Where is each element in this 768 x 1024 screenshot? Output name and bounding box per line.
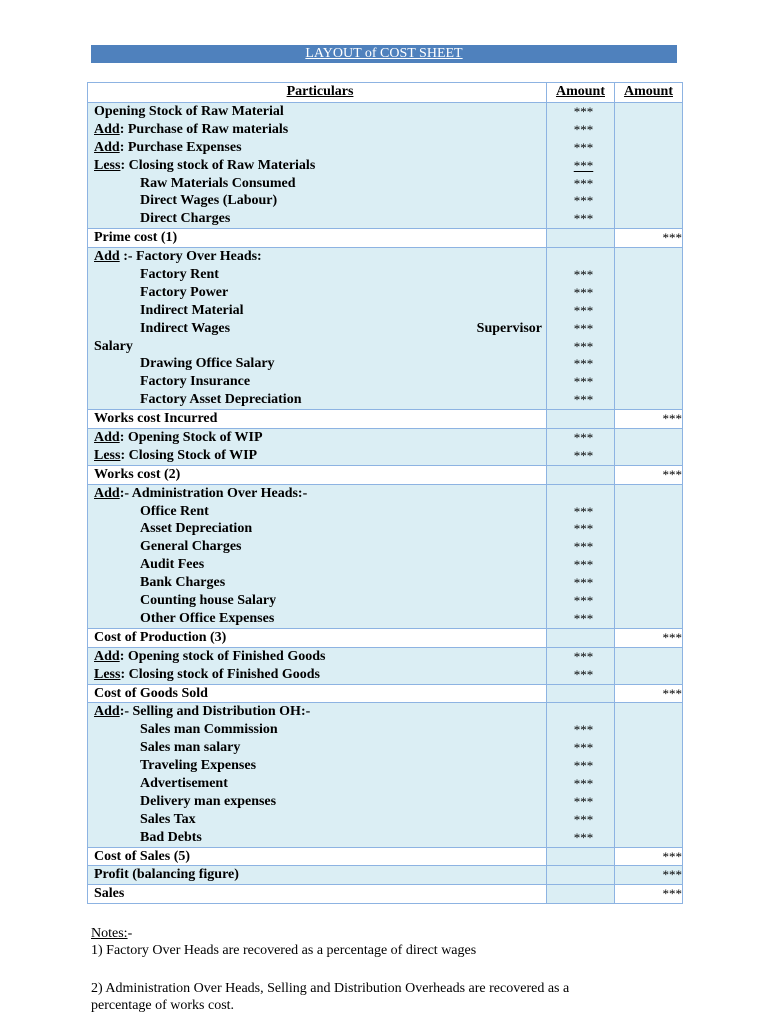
line-item: [94, 103, 546, 121]
line-label: [140, 611, 274, 626]
line-item: [94, 666, 546, 684]
amount-2-cell: [615, 429, 683, 466]
line-label: [140, 722, 278, 737]
amount-value: [553, 429, 614, 447]
page-title: [91, 45, 677, 63]
final-amount-1-cell: [547, 885, 615, 904]
line-text: Sales man salary: [140, 740, 241, 756]
line-label: [94, 339, 133, 354]
line-text: : Closing Stock of WIP: [120, 447, 258, 463]
total-amount: ***: [662, 848, 682, 864]
line-label: [140, 285, 228, 300]
amount-value: [553, 610, 614, 628]
section-row: [88, 703, 683, 847]
line-text: Drawing Office Salary: [140, 356, 275, 372]
line-label: [140, 303, 244, 318]
amount-value: [553, 703, 614, 721]
amount-value: [553, 302, 614, 320]
total-amount: ***: [662, 411, 682, 427]
total-amount: ***: [662, 629, 682, 645]
final-label: Profit (balancing figure): [94, 867, 239, 883]
line-label: [140, 539, 241, 554]
total-amount-1-cell: [547, 410, 615, 429]
line-item: [94, 429, 546, 447]
line-text: : Closing stock of Finished Goods: [120, 666, 320, 682]
header-amount-2: Amount: [615, 83, 683, 103]
line-item: [94, 574, 546, 592]
total-amount-2-cell: [615, 684, 683, 703]
amount-text: ***: [573, 356, 594, 372]
line-prefix: Add: [94, 139, 120, 155]
amount-text: ***: [573, 758, 594, 774]
line-text: : Closing stock of Raw Materials: [120, 157, 316, 173]
section-row: [88, 484, 683, 628]
final-row: [88, 866, 683, 885]
line-label: [140, 267, 219, 282]
amount-2-cell: [615, 103, 683, 229]
line-item: [94, 811, 546, 829]
line-text: Sales Tax: [140, 811, 196, 827]
final-amount-1-cell: [547, 866, 615, 885]
particulars-cell: [88, 103, 547, 229]
line-item: [94, 391, 546, 409]
line-item: [94, 648, 546, 666]
line-label: [94, 704, 310, 719]
line-item: [94, 793, 546, 811]
total-amount-2-cell: [615, 410, 683, 429]
line-label: [140, 830, 202, 845]
amount-1-cell: [547, 484, 615, 628]
final-row: [88, 885, 683, 904]
line-text: Direct Charges: [140, 211, 231, 227]
total-amount-2-cell: [615, 465, 683, 484]
notes-heading-suffix: -: [127, 926, 133, 941]
final-label: Sales: [94, 886, 125, 902]
line-item: [94, 610, 546, 628]
line-text: Bank Charges: [140, 575, 226, 591]
total-amount-1-cell: [547, 684, 615, 703]
amount-text: ***: [573, 193, 594, 209]
amount-value: [553, 538, 614, 556]
line-text: Other Office Expenses: [140, 610, 275, 626]
amount-text: ***: [573, 811, 594, 827]
final-amount: ***: [662, 886, 682, 902]
line-item: [94, 175, 546, 193]
amount-value: [553, 485, 614, 503]
final-amount-2-cell: [615, 866, 683, 885]
line-text: Indirect Wages: [140, 320, 231, 336]
amount-text: ***: [573, 593, 594, 609]
line-item: [94, 157, 546, 175]
line-label: [140, 776, 228, 791]
line-label: [94, 122, 288, 137]
total-row: [88, 684, 683, 703]
note-2-line-2: percentage of works cost.: [91, 998, 235, 1013]
amount-text: ***: [573, 338, 594, 354]
line-item: [94, 373, 546, 391]
line-item: [94, 338, 546, 356]
amount-text: ***: [573, 722, 594, 738]
line-right-label: Supervisor: [476, 320, 542, 336]
amount-value: [553, 592, 614, 610]
line-text: : Purchase Expenses: [119, 139, 242, 155]
amount-text: ***: [573, 503, 594, 519]
line-text: Advertisement: [140, 775, 228, 791]
section-row: [88, 647, 683, 684]
line-item: [94, 503, 546, 521]
amount-text: ***: [573, 139, 594, 155]
final-label-cell: [88, 866, 547, 885]
amount-text: ***: [573, 104, 594, 119]
line-item: [94, 538, 546, 556]
total-amount: ***: [662, 466, 682, 482]
total-label: Cost of Production (3): [94, 629, 227, 645]
total-amount: ***: [662, 685, 682, 701]
total-amount-2-cell: [615, 229, 683, 248]
final-amount-2-cell: [615, 885, 683, 904]
total-amount-1-cell: [547, 465, 615, 484]
line-label: [140, 740, 240, 755]
amount-text: ***: [573, 740, 594, 756]
line-item: [94, 739, 546, 757]
line-item: [94, 757, 546, 775]
amount-value: [553, 829, 614, 847]
line-text: Raw Materials Consumed: [140, 175, 296, 191]
total-label-cell: [88, 628, 547, 647]
line-item: [94, 266, 546, 284]
line-text: Audit Fees: [140, 557, 205, 573]
line-label: [140, 575, 225, 590]
line-label: [94, 104, 284, 119]
amount-2-cell: [615, 703, 683, 847]
amount-text: ***: [573, 392, 594, 408]
final-amount: ***: [662, 867, 682, 883]
header-particulars: Particulars: [88, 83, 547, 103]
total-amount-2-cell: [615, 628, 683, 647]
line-label: [140, 176, 296, 191]
amount-value: [553, 139, 614, 157]
line-item: [94, 829, 546, 847]
total-label: Cost of Goods Sold: [94, 685, 208, 701]
line-prefix: Less: [94, 157, 121, 173]
line-item: [94, 721, 546, 739]
particulars-cell: [88, 647, 547, 684]
amount-value: [553, 192, 614, 210]
amount-text: ***: [573, 121, 594, 137]
amount-text: ***: [573, 284, 594, 300]
note-1: 1) Factory Over Heads are recovered as a percentage of direct wages: [91, 943, 477, 958]
line-label: [94, 649, 325, 664]
line-item: [94, 485, 546, 503]
line-item: [94, 284, 546, 302]
total-label-cell: [88, 229, 547, 248]
line-text: General Charges: [140, 539, 242, 555]
line-item: [94, 447, 546, 465]
amount-value: [553, 210, 614, 228]
line-label: [140, 392, 301, 407]
amount-text: ***: [573, 211, 594, 227]
line-item: [94, 210, 546, 228]
line-item: [94, 139, 546, 157]
total-label-cell: [88, 847, 547, 866]
total-amount: ***: [662, 230, 682, 246]
line-text: Factory Rent: [140, 267, 219, 283]
line-text: Traveling Expenses: [140, 758, 257, 774]
amount-value: [553, 355, 614, 373]
line-prefix: Add: [94, 430, 120, 446]
amount-text: ***: [573, 320, 594, 336]
line-label: [94, 249, 262, 264]
amount-value: [553, 175, 614, 193]
line-label: [140, 521, 252, 536]
line-label: [94, 430, 263, 445]
amount-value: [553, 391, 614, 409]
amount-value: [553, 338, 614, 356]
line-item: [94, 592, 546, 610]
line-prefix: Less: [94, 666, 121, 682]
line-prefix: Add: [94, 485, 120, 501]
amount-text: ***: [573, 539, 594, 555]
amount-2-cell: [615, 484, 683, 628]
line-text: Factory Power: [140, 284, 229, 300]
total-row: [88, 410, 683, 429]
total-label: Cost of Sales (5): [94, 848, 191, 864]
line-label: [140, 758, 256, 773]
line-label: [140, 557, 204, 572]
particulars-cell: [88, 703, 547, 847]
amount-text: ***: [573, 666, 594, 682]
amount-value: [553, 157, 614, 175]
line-text: Factory Insurance: [140, 374, 251, 390]
line-label: [94, 158, 315, 173]
cost-sheet-table: [87, 82, 683, 904]
amount-value: [553, 284, 614, 302]
header-amount-1: Amount: [547, 83, 615, 103]
amount-value: [553, 574, 614, 592]
amount-1-cell: [547, 429, 615, 466]
amount-text: ***: [573, 175, 594, 191]
line-text: Counting house Salary: [140, 593, 277, 609]
line-text: : Opening Stock of WIP: [119, 430, 263, 446]
amount-value: [553, 121, 614, 139]
amount-1-cell: [547, 248, 615, 410]
amount-2-cell: [615, 647, 683, 684]
note-2-line-1: 2) Administration Over Heads, Selling and Distribution Overheads are recovered as a: [91, 981, 570, 996]
line-label: [94, 140, 242, 155]
amount-value: [553, 447, 614, 465]
total-label-cell: [88, 684, 547, 703]
total-amount-1-cell: [547, 628, 615, 647]
line-text: Sales man Commission: [140, 722, 278, 738]
total-amount-1-cell: [547, 847, 615, 866]
line-item: [94, 248, 546, 266]
amount-value: [553, 721, 614, 739]
amount-value: [553, 266, 614, 284]
amount-value: [553, 648, 614, 666]
line-label: [140, 794, 276, 809]
amount-text: ***: [573, 557, 594, 573]
line-text: Asset Depreciation: [140, 521, 253, 537]
amount-text: ***: [573, 521, 594, 537]
line-text: :- Administration Over Heads:-: [119, 485, 308, 501]
line-item: [94, 320, 546, 338]
line-label: [140, 812, 196, 827]
line-text: Factory Asset Depreciation: [140, 392, 302, 408]
amount-text: ***: [573, 447, 594, 463]
amount-value: [553, 666, 614, 684]
total-amount-1-cell: [547, 229, 615, 248]
line-text: :- Factory Over Heads:: [119, 249, 262, 265]
amount-value: [553, 520, 614, 538]
line-label: [140, 374, 250, 389]
line-text: Bad Debts: [140, 829, 202, 845]
line-label: [140, 320, 230, 338]
amount-value: [553, 556, 614, 574]
total-label: Prime cost (1): [94, 230, 178, 246]
line-item: [94, 556, 546, 574]
particulars-cell: [88, 429, 547, 466]
total-row: [88, 628, 683, 647]
line-label: [140, 193, 277, 208]
line-text: :- Selling and Distribution OH:-: [119, 704, 311, 720]
line-label: [94, 448, 257, 463]
amount-text: ***: [573, 793, 594, 809]
notes-heading: [91, 926, 132, 942]
line-label: [94, 486, 307, 501]
header-row: [88, 83, 683, 103]
amount-value: [553, 739, 614, 757]
line-prefix: Add: [94, 249, 120, 265]
line-item: [94, 355, 546, 373]
amount-value: [553, 775, 614, 793]
section-row: [88, 103, 683, 229]
amount-value: [553, 793, 614, 811]
line-item: [94, 703, 546, 721]
line-prefix: Less: [94, 447, 121, 463]
amount-value: [553, 320, 614, 338]
amount-text: ***: [573, 157, 594, 173]
particulars-cell: [88, 484, 547, 628]
amount-text: ***: [573, 829, 594, 845]
page-title-text: LAYOUT of COST SHEET: [305, 46, 463, 61]
amount-value: [553, 103, 614, 121]
line-prefix: Add: [94, 121, 120, 137]
total-row: [88, 229, 683, 248]
total-row: [88, 465, 683, 484]
notes-heading-text: Notes:: [91, 926, 128, 941]
line-item: [94, 302, 546, 320]
line-text: : Purchase of Raw materials: [119, 121, 289, 137]
line-label: [140, 593, 276, 608]
line-text: Salary: [94, 338, 133, 354]
amount-text: ***: [573, 267, 594, 283]
amount-text: ***: [573, 775, 594, 791]
line-item: [94, 121, 546, 139]
total-label: Works cost (2): [94, 466, 181, 482]
amount-1-cell: [547, 103, 615, 229]
line-text: Indirect Material: [140, 302, 244, 318]
amount-value: [553, 248, 614, 266]
total-label-cell: [88, 465, 547, 484]
line-text: : Opening stock of Finished Goods: [119, 648, 326, 664]
amount-text: ***: [573, 610, 594, 626]
line-text: Office Rent: [140, 503, 209, 519]
line-label: [140, 211, 230, 226]
particulars-cell: [88, 248, 547, 410]
amount-value: [553, 757, 614, 775]
line-text: Direct Wages (Labour): [140, 193, 278, 209]
amount-2-cell: [615, 248, 683, 410]
line-label: [140, 504, 209, 519]
line-prefix: Add: [94, 704, 120, 720]
amount-value: [553, 503, 614, 521]
final-label-cell: [88, 885, 547, 904]
amount-text: ***: [573, 374, 594, 390]
amount-value: [553, 373, 614, 391]
amount-text: ***: [573, 302, 594, 318]
total-label-cell: [88, 410, 547, 429]
section-row: [88, 248, 683, 410]
line-label: [94, 667, 320, 682]
line-item: [94, 775, 546, 793]
amount-text: ***: [573, 430, 594, 446]
line-label: [140, 356, 275, 371]
total-amount-2-cell: [615, 847, 683, 866]
line-prefix: Add: [94, 648, 120, 664]
line-text: Opening Stock of Raw Material: [94, 104, 284, 119]
amount-text: ***: [573, 575, 594, 591]
total-row: [88, 847, 683, 866]
line-text: Delivery man expenses: [140, 793, 277, 809]
amount-1-cell: [547, 647, 615, 684]
total-label: Works cost Incurred: [94, 411, 218, 427]
line-item: [94, 192, 546, 210]
amount-1-cell: [547, 703, 615, 847]
line-item: [94, 520, 546, 538]
section-row: [88, 429, 683, 466]
amount-value: [553, 811, 614, 829]
amount-text: ***: [573, 648, 594, 664]
